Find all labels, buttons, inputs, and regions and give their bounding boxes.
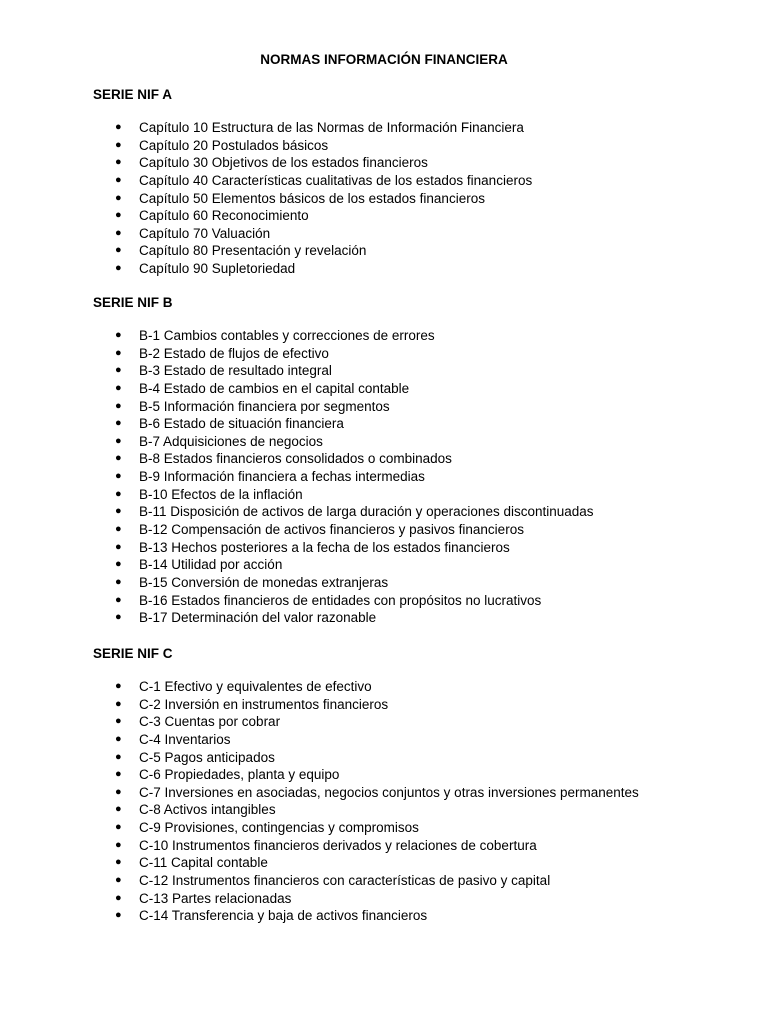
- bullet-icon: ●: [115, 434, 122, 447]
- list-item-text: B-12 Compensación de activos financieros y pasivos financieros: [139, 522, 524, 538]
- bullet-icon: ●: [115, 785, 122, 798]
- bullet-icon: ●: [115, 821, 122, 834]
- bullet-icon: ●: [115, 244, 122, 257]
- section-serie-nif-c: [93, 645, 733, 925]
- list-item-text: Capítulo 50 Elementos básicos de los estados financieros: [139, 190, 485, 206]
- bullet-icon: ●: [115, 803, 122, 816]
- list-item: [93, 415, 733, 433]
- bullet-icon: ●: [115, 173, 122, 186]
- list-item-text: Capítulo 30 Objetivos de los estados financieros: [139, 155, 428, 171]
- list-item: [93, 539, 733, 557]
- standard-list: [93, 327, 733, 627]
- list-item-text: B-17 Determinación del valor razonable: [139, 610, 377, 626]
- list-item: [93, 172, 733, 190]
- standard-list: [93, 678, 733, 925]
- list-item-text: C-2 Inversión en instrumentos financieros: [139, 696, 389, 712]
- bullet-icon: ●: [115, 470, 122, 483]
- list-item: [93, 907, 733, 925]
- bullet-icon: ●: [115, 891, 122, 904]
- bullet-icon: ●: [115, 680, 122, 692]
- list-item: [93, 154, 733, 172]
- bullet-icon: ●: [115, 750, 122, 763]
- list-item: [93, 486, 733, 504]
- list-item: [93, 380, 733, 398]
- list-item-text: B-16 Estados financieros de entidades con propósitos no lucrativos: [139, 592, 542, 608]
- list-item: [93, 819, 733, 837]
- section-heading: SERIE NIF A: [93, 87, 173, 102]
- bullet-icon: ●: [115, 611, 122, 624]
- list-item-text: C-1 Efectivo y equivalentes de efectivo: [139, 679, 372, 694]
- bullet-icon: ●: [115, 487, 122, 500]
- list-item: [93, 225, 733, 243]
- bullet-icon: ●: [115, 262, 122, 275]
- list-item-text: B-11 Disposición de activos de larga duración y operaciones discontinuadas: [139, 504, 594, 520]
- bullet-icon: ●: [115, 732, 122, 745]
- bullet-icon: ●: [115, 540, 122, 553]
- bullet-icon: ●: [115, 191, 122, 204]
- list-item: [93, 872, 733, 890]
- bullet-icon: ●: [115, 417, 122, 430]
- list-item: [93, 137, 733, 155]
- list-item-text: B-9 Información financiera a fechas intermedias: [139, 469, 425, 485]
- list-item: [93, 468, 733, 486]
- list-item-text: Capítulo 60 Reconocimiento: [139, 208, 309, 224]
- list-item-text: Capítulo 10 Estructura de las Normas de Información Financiera: [139, 120, 524, 135]
- list-item-text: B-10 Efectos de la inflación: [139, 486, 303, 502]
- list-item-text: B-8 Estados financieros consolidados o combinados: [139, 451, 452, 467]
- bullet-icon: ●: [115, 399, 122, 412]
- list-item-text: Capítulo 90 Supletoriedad: [139, 261, 296, 277]
- list-item: [93, 242, 733, 260]
- list-item-text: Capítulo 20 Postulados básicos: [139, 137, 329, 153]
- list-item: [93, 731, 733, 749]
- list-item: [93, 260, 733, 278]
- bullet-icon: ●: [115, 346, 122, 359]
- bullet-icon: ●: [115, 505, 122, 518]
- list-item: [93, 801, 733, 819]
- bullet-icon: ●: [115, 593, 122, 606]
- list-item: [93, 609, 733, 627]
- list-item-text: Capítulo 80 Presentación y revelación: [139, 243, 367, 259]
- bullet-icon: ●: [115, 697, 122, 710]
- list-item-text: B-3 Estado de resultado integral: [139, 363, 332, 379]
- list-item-text: C-9 Provisiones, contingencias y compromisos: [139, 820, 419, 836]
- list-item: [93, 503, 733, 521]
- section-serie-nif-a: [93, 86, 733, 278]
- bullet-icon: ●: [115, 575, 122, 588]
- chapter-list: [93, 119, 733, 278]
- bullet-icon: ●: [115, 558, 122, 571]
- bullet-icon: ●: [115, 523, 122, 536]
- list-item: [93, 556, 733, 574]
- list-item-text: B-7 Adquisiciones de negocios: [139, 433, 323, 449]
- bullet-icon: ●: [115, 329, 122, 341]
- list-item: [93, 749, 733, 767]
- list-item-text: C-8 Activos intangibles: [139, 802, 276, 818]
- bullet-icon: ●: [115, 364, 122, 377]
- list-item-text: C-5 Pagos anticipados: [139, 749, 275, 765]
- bullet-icon: ●: [115, 909, 122, 922]
- bullet-icon: ●: [115, 452, 122, 465]
- list-item-text: B-13 Hechos posteriores a la fecha de los estados financieros: [139, 539, 510, 555]
- list-item: [93, 327, 733, 345]
- document-title: NORMAS INFORMACIÓN FINANCIERA: [260, 52, 508, 67]
- list-item-text: C-7 Inversiones en asociadas, negocios conjuntos y otras inversiones permanentes: [139, 784, 639, 800]
- list-item-text: C-4 Inventarios: [139, 731, 231, 747]
- list-item-text: B-4 Estado de cambios en el capital contable: [139, 380, 410, 396]
- list-item-text: C-6 Propiedades, planta y equipo: [139, 767, 340, 783]
- list-item: [93, 854, 733, 872]
- list-item-text: B-5 Información financiera por segmentos: [139, 398, 390, 414]
- bullet-icon: ●: [115, 838, 122, 851]
- bullet-icon: ●: [115, 768, 122, 781]
- list-item: [93, 119, 733, 137]
- list-item: [93, 696, 733, 714]
- list-item-text: B-6 Estado de situación financiera: [139, 416, 344, 432]
- section-heading: SERIE NIF B: [93, 295, 173, 310]
- bullet-icon: ●: [115, 381, 122, 394]
- list-item: [93, 574, 733, 592]
- list-item: [93, 890, 733, 908]
- section-heading: SERIE NIF C: [93, 646, 173, 661]
- bullet-icon: ●: [115, 226, 122, 239]
- list-item: [93, 433, 733, 451]
- bullet-icon: ●: [115, 138, 122, 151]
- bullet-icon: ●: [115, 715, 122, 728]
- bullet-icon: ●: [115, 209, 122, 222]
- list-item: [93, 837, 733, 855]
- bullet-icon: ●: [115, 874, 122, 887]
- bullet-icon: ●: [115, 156, 122, 169]
- list-item: [93, 450, 733, 468]
- list-item-text: C-12 Instrumentos financieros con características de pasivo y capital: [139, 873, 551, 889]
- list-item: [93, 362, 733, 380]
- list-item: [93, 678, 733, 696]
- list-item-text: C-11 Capital contable: [139, 855, 268, 871]
- bullet-icon: ●: [115, 121, 122, 133]
- list-item-text: Capítulo 70 Valuación: [139, 225, 271, 241]
- list-item: [93, 766, 733, 784]
- list-item: [93, 207, 733, 225]
- list-item-text: B-2 Estado de flujos de efectivo: [139, 345, 329, 361]
- list-item-text: C-10 Instrumentos financieros derivados y relaciones de cobertura: [139, 837, 537, 853]
- section-serie-nif-b: [93, 294, 733, 627]
- list-item: [93, 784, 733, 802]
- list-item-text: B-14 Utilidad por acción: [139, 557, 283, 573]
- list-item-text: C-14 Transferencia y baja de activos financieros: [139, 908, 428, 924]
- list-item: [93, 713, 733, 731]
- list-item-text: Capítulo 40 Características cualitativas de los estados financieros: [139, 172, 533, 188]
- list-item-text: C-3 Cuentas por cobrar: [139, 714, 281, 730]
- list-item-text: B-1 Cambios contables y correcciones de errores: [139, 328, 435, 343]
- list-item: [93, 592, 733, 610]
- list-item: [93, 190, 733, 208]
- list-item: [93, 345, 733, 363]
- bullet-icon: ●: [115, 856, 122, 869]
- list-item: [93, 521, 733, 539]
- list-item: [93, 398, 733, 416]
- list-item-text: C-13 Partes relacionadas: [139, 890, 292, 906]
- list-item-text: B-15 Conversión de monedas extranjeras: [139, 574, 389, 590]
